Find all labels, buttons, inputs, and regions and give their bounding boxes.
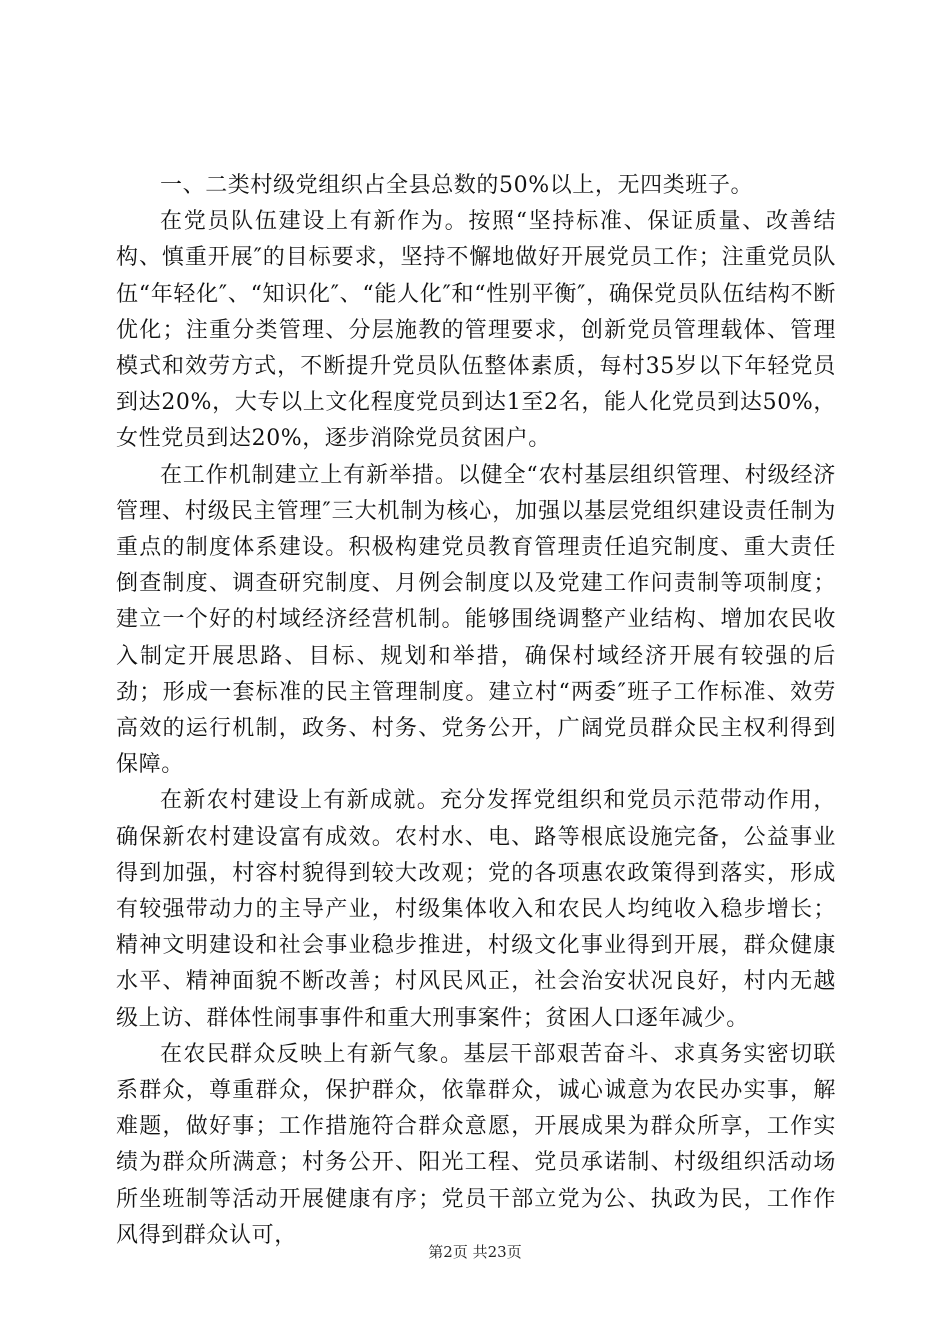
paragraph-4: 在新农村建设上有新成就。充分发挥党组织和党员示范带动作用，确保新农村建设富有成效。农村水、电、路等根底设施完备，公益事业得到加强，村容村貌得到较大改观；党的各项惠农政策得到落实，形成有较强带动力的主导产业，村级集体收入和农民人均纯收入稳步增长；精神文明建设和社会事业稳步推进，村级文化事业得到开展，群众健康水平、精神面貌不断改善；村风民风正，社会治安状况良好，村内无越级上访、群体性闹事事件和重大刑事案件；贫困人口逐年减少。 xyxy=(116,788,836,1031)
paragraph-2: 在党员队伍建设上有新作为。按照“坚持标准、保证质量、改善结构、慎重开展″的目标要求，坚持不懈地做好开展党员工作；注重党员队伍“年轻化″、“知识化″、“能人化″和“性别平衡″，确保党员队伍结构不断优化；注重分类管理、分层施教的管理要求，创新党员管理载体、管理模式和效劳方式，不断提升党员队伍整体素质，每村35岁以下年轻党员到达20%，大专以上文化程度党员到达1至2名，能人化党员到达50%，女性党员到达20%，逐步消除党员贫困户。 xyxy=(116,209,836,452)
paragraph-5: 在农民群众反映上有新气象。基层干部艰苦奋斗、求真务实密切联系群众，尊重群众，保护群众，依靠群众，诚心诚意为农民办实事，解难题，做好事；工作措施符合群众意愿，开展成果为群众所享，工作实绩为群众所满意；村务公开、阳光工程、党员承诺制、村级组织活动场所坐班制等活动开展健康有序；党员干部立党为公、执政为民，工作作风得到群众认可， xyxy=(116,1041,836,1248)
paragraph-1: 一、二类村级党组织占全县总数的50%以上，无四类班子。 xyxy=(160,173,754,198)
page-footer: 第2页 共23页 xyxy=(428,1243,522,1261)
document-body xyxy=(116,168,836,1254)
paragraph-3: 在工作机制建立上有新举措。以健全“农村基层组织管理、村级经济管理、村级民主管理″三大机制为核心，加强以基层党组织建设责任制为重点的制度体系建设。积极构建党员教育管理责任追究制度、重大责任倒查制度、调查研究制度、月例会制度以及党建工作问责制等项制度；建立一个好的村域经济经营机制。能够围绕调整产业结构、增加农民收入制定开展思路、目标、规划和举措，确保村域经济开展有较强的后劲；形成一套标准的民主管理制度。建立村“两委″班子工作标准、效劳高效的运行机制，政务、村务、党务公开，广阔党员群众民主权利得到保障。 xyxy=(116,462,836,778)
